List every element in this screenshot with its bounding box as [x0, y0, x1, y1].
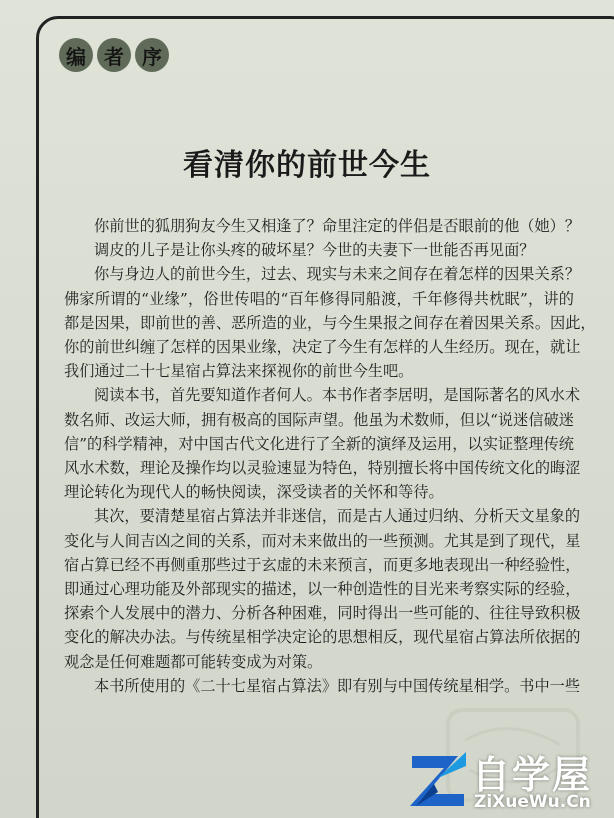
- watermark-cn: 自学屋: [472, 753, 593, 797]
- text-line: 宿占算已经不再侧重那些过于玄虚的未来预言，而更多地表现出一种经验性，: [64, 555, 581, 574]
- text-line: 信”的科学精神，对中国古代文化进行了全新的演绎及运用，以实证整理传统: [64, 434, 574, 453]
- site-watermark: [400, 744, 614, 818]
- text-line: 我们通过二十七星宿占算法来探视你的前世今生吧。: [64, 362, 414, 381]
- text-line: 阅读本书，首先要知道作者何人。本书作者李居明，是国际著名的风水术: [94, 386, 580, 405]
- text-line: 你前世的狐朋狗友今生又相逢了？命里注定的伴侣是否眼前的他（她）？: [94, 217, 580, 235]
- badge-char: 编: [59, 38, 93, 72]
- text-line: 其次，要清楚星宿占算法并非迷信，而是古人通过归纳、分析天文星象的: [94, 507, 580, 526]
- watermark-en: ZiXueWu.Cn: [474, 792, 591, 812]
- text-line: 数名师、改运大师，拥有极高的国际声望。他虽为术数师，但以“说迷信破迷: [64, 410, 574, 429]
- text-line: 你与身边人的前世今生，过去、现实与未来之间存在着怎样的因果关系？: [94, 265, 580, 284]
- text-line: 观念是任何难题都可能转变成为对策。: [64, 652, 323, 671]
- chapter-title: 看清你的前世今生: [183, 148, 431, 183]
- text-line: 佛家所谓的“业缘”，俗世传唱的“百年修得同船渡，千年修得共枕眠”，讲的: [64, 289, 574, 308]
- body-text: [64, 214, 596, 698]
- text-line: 理论转化为现代人的畅快阅读，深受读者的关怀和等待。: [64, 483, 444, 502]
- text-line: 风水术数，理论及操作均以灵验速显为特色，特别擅长将中国传统文化的晦涩: [64, 459, 581, 478]
- text-line: 变化的解决办法。与传统星相学决定论的思想相反，现代星宿占算法所依据的: [64, 628, 581, 647]
- text-line: 本书所使用的《二十七星宿占算法》即有别与中国传统星相学。书中一些: [94, 676, 580, 695]
- badge-char: 序: [135, 38, 169, 72]
- text-line: 变化与人间吉凶之间的关系，而对未来做出的一些预测。尤其是到了现代，星: [64, 531, 581, 550]
- badge-char: 者: [97, 38, 131, 72]
- text-line: 探索个人发展中的潜力、分析各种困难，同时得出一些可能的、往往导致积极: [64, 604, 581, 623]
- text-line: 即通过心理功能及外部现实的描述，以一种创造性的目光来考察实际的经验，: [64, 580, 581, 599]
- text-line: 都是因果，即前世的善、恶所造的业，与今生果报之间存在着因果关系。因此，: [64, 313, 596, 332]
- section-badge: [58, 36, 170, 74]
- zx-logo-icon: [408, 748, 468, 812]
- text-line: 你的前世纠缠了怎样的因果业缘，决定了今生有怎样的人生经历。现在，就让: [64, 338, 581, 357]
- text-line: 调皮的儿子是让你头疼的破坏星？今世的夫妻下一世能否再见面？: [94, 241, 535, 260]
